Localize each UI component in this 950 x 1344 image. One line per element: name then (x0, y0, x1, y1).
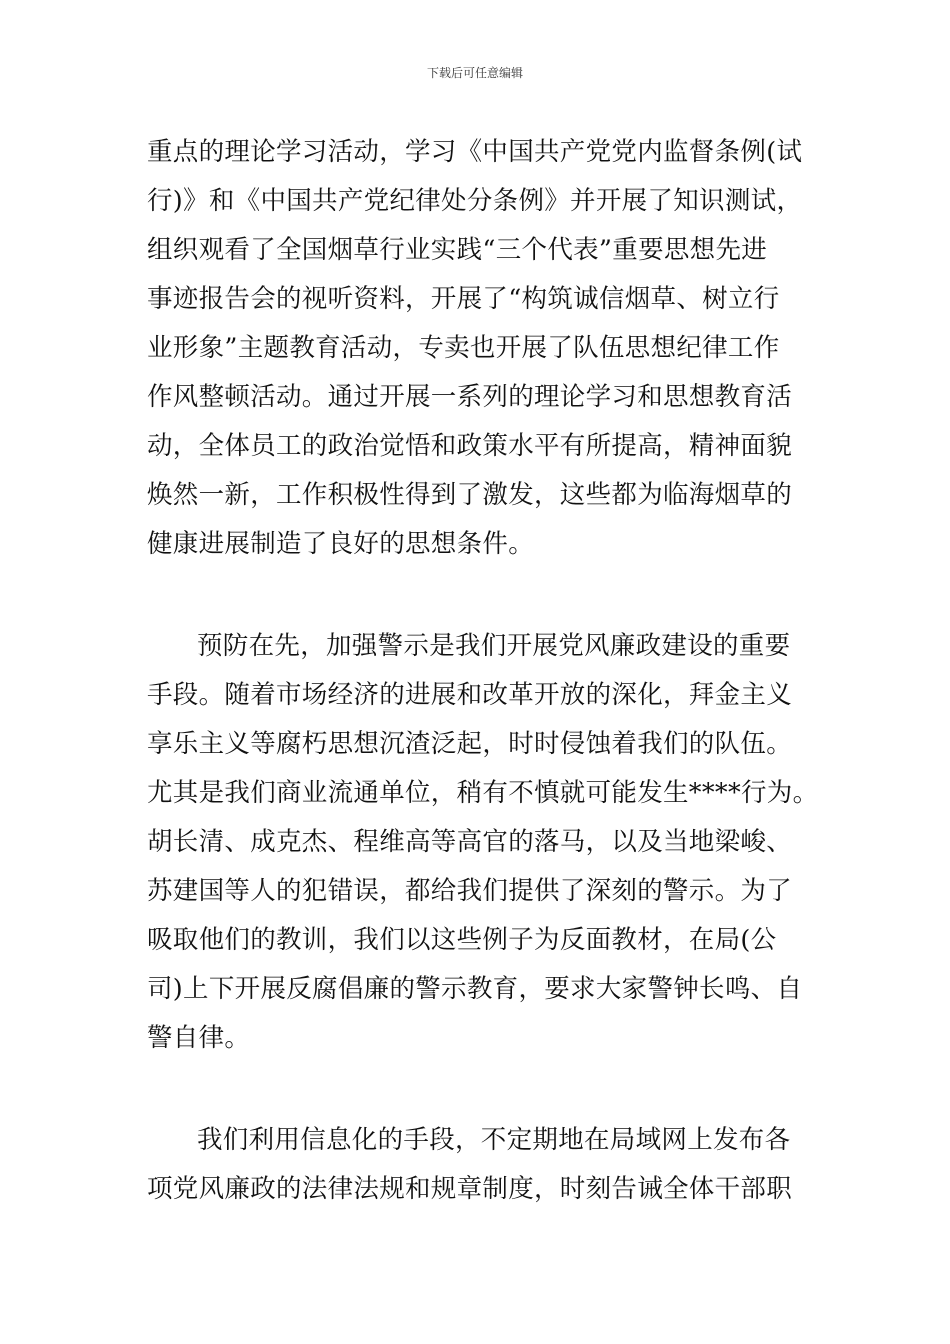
text-line: 胡长清、成克杰、程维高等高官的落马，以及当地梁峻、 (147, 827, 793, 857)
text-line: 焕然一新，工作积极性得到了激发，这些都为临海烟草的 (147, 480, 793, 510)
text-line: 作风整顿活动。通过开展一系列的理论学习和思想教育活 (147, 382, 793, 412)
text-line: 手段。随着市场经济的进展和改革开放的深化，拜金主义 (147, 680, 793, 710)
text-line: 健康进展制造了良好的思想条件。 (147, 529, 535, 559)
text-line: 预防在先，加强警示是我们开展党风廉政建设的重要 (197, 631, 791, 661)
text-line: 警自律。 (147, 1023, 251, 1053)
text-line: 司)上下开展反腐倡廉的警示教育，要求大家警钟长鸣、自 (147, 974, 803, 1004)
text-line: 尤其是我们商业流通单位，稍有不慎就可能发生****行为。 (147, 778, 819, 808)
text-line: 我们利用信息化的手段，不定期地在局域网上发布各 (197, 1125, 791, 1155)
text-line: 项党风廉政的法律法规和规章制度，时刻告诫全体干部职 (147, 1174, 793, 1204)
text-line: 重点的理论学习活动，学习《中国共产党党内监督条例(试 (147, 137, 803, 167)
text-line: 享乐主义等腐朽思想沉渣泛起，时时侵蚀着我们的队伍。 (147, 729, 793, 759)
text-line: 组织观看了全国烟草行业实践“三个代表”重要思想先进 (147, 235, 768, 265)
text-line: 吸取他们的教训，我们以这些例子为反面教材，在局(公 (147, 925, 777, 955)
text-line: 苏建国等人的犯错误，都给我们提供了深刻的警示。为了 (147, 876, 793, 906)
page-header-note: 下载后可任意编辑 (426, 66, 523, 80)
text-line: 事迹报告会的视听资料，开展了“构筑诚信烟草、树立行 (147, 284, 780, 314)
text-line: 行)》和《中国共产党纪律处分条例》并开展了知识测试， (147, 186, 803, 216)
text-line: 业形象”主题教育活动，专卖也开展了队伍思想纪律工作 (147, 333, 780, 363)
text-line: 动，全体员工的政治觉悟和政策水平有所提高，精神面貌 (147, 431, 793, 461)
